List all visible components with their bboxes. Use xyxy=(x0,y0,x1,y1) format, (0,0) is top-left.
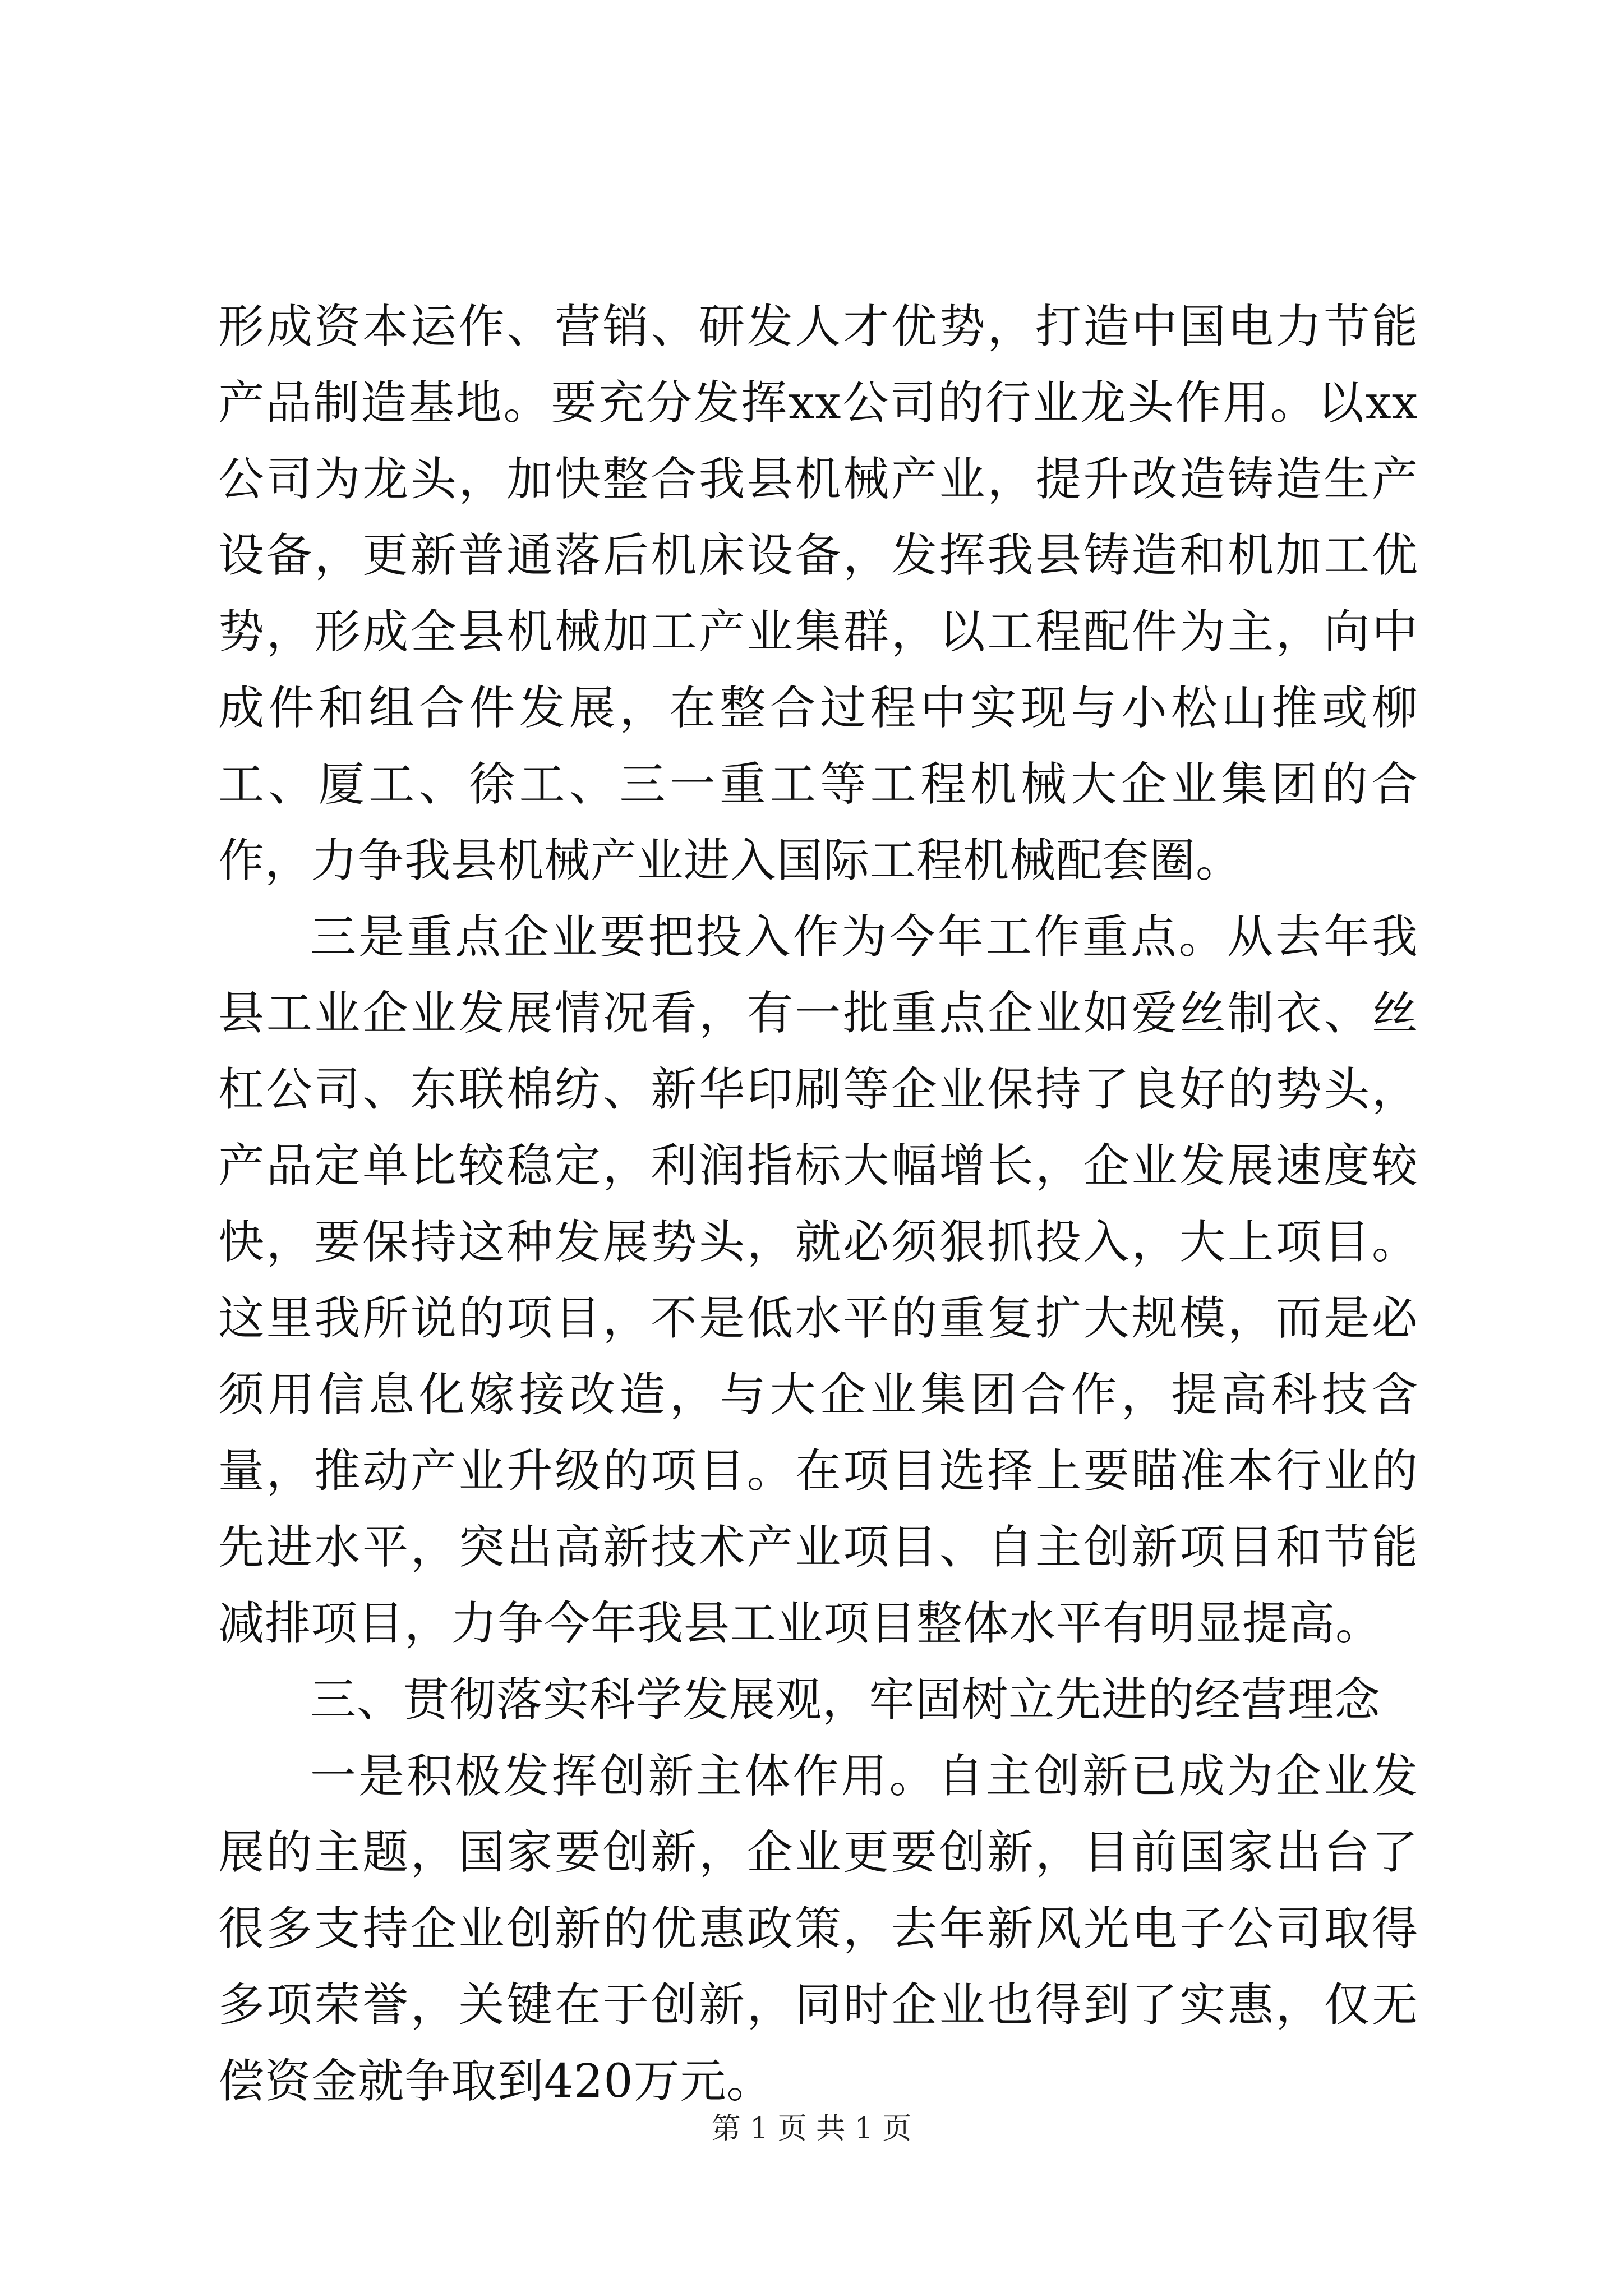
section-heading: 三、贯彻落实科学发展观，牢固树立先进的经营理念 xyxy=(310,1673,1381,1727)
paragraph-2: 三是重点企业要把投入作为今年工作重点。从去年我县工业企业发展情况看，有一批重点企业如爱丝制衣、丝杠公司、东联棉纺、新华印刷等企业保持了良好的势头，产品定单比较稳定，利润指标大幅增长，企业发展速度较快，要保持这种发展势头，就必须狠抓投入，大上项目。这里我所说的项目，不是低水平的重复扩大规模，而是必须用信息化嫁接改造，与大企业集团合作，提高科技含量，推动产业升级的项目。在项目选择上要瞄准本行业的先进水平，突出高新技术产业项目、自主创新项目和节能减排项目，力争今年我县工业项目整体水平有明显提高。 xyxy=(218,910,1418,1650)
document-body xyxy=(218,289,1418,2120)
page-footer: 第 1 页 共 1 页 xyxy=(711,2112,912,2146)
paragraph-3: 一是积极发挥创新主体作用。自主创新已成为企业发展的主题，国家要创新，企业更要创新，目前国家出台了很多支持企业创新的优惠政策，去年新风光电子公司取得多项荣誉，关键在于创新，同时企业也得到了实惠，仅无偿资金就争取到420万元。 xyxy=(218,1750,1418,2108)
paragraph-1: 形成资本运作、营销、研发人才优势，打造中国电力节能产品制造基地。要充分发挥xx公司的行业龙头作用。以xx公司为龙头，加快整合我县机械产业，提升改造铸造生产设备，更新普通落后机床设备，发挥我县铸造和机加工优势，形成全县机械加工产业集群，以工程配件为主，向中成件和组合件发展，在整合过程中实现与小松山推或柳工、厦工、徐工、三一重工等工程机械大企业集团的合作，力争我县机械产业进入国际工程机械配套圈。 xyxy=(218,300,1418,887)
